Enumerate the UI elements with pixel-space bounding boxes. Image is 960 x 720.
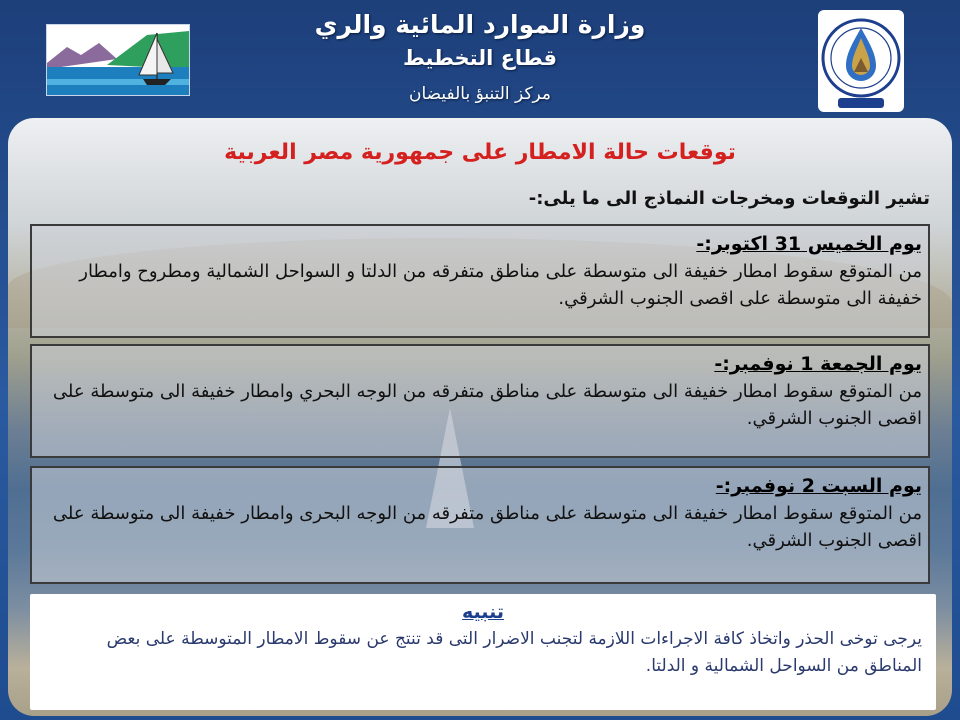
sector-title: قطاع التخطيط [402,46,558,70]
day-heading: يوم السبت 2 نوفمبر:- [715,475,922,497]
warning-title: تنبيه [462,601,504,623]
report-intro: تشير التوقعات ومخرجات النماذج الى ما يلى:- [528,188,930,209]
center-title: مركز التنبؤ بالفيضان [408,84,552,104]
day-heading: يوم الجمعة 1 نوفمبر:- [714,353,922,375]
warning-note [30,594,936,710]
warning-text: يرجى توخى الحذر واتخاذ كافة الاجراءات اللازمة لتجنب الاضرار التى قد تنتج عن سقوط الامطار المتوسطة على بعض المناطق من السواحل الشمالية و الدلتا. [106,629,922,676]
ministry-emblem-icon [818,10,904,112]
day-text: من المتوقع سقوط امطار خفيفة الى متوسطة على مناطق متفرقه من الوجه البحري وامطار خفيفة الى متوسطة على اقصى الجنوب الشرقي. [52,381,922,429]
day-forecast-box [30,466,930,584]
day-text: من المتوقع سقوط امطار خفيفة الى متوسطة على مناطق متفرقه من الوجه البحرى وامطار خفيفة الى متوسطة على اقصى الجنوب الشرقي. [52,503,922,551]
header [0,0,960,118]
report-title: توقعات حالة الامطار على جمهورية مصر العربية [224,140,736,165]
day-text: من المتوقع سقوط امطار خفيفة الى متوسطة على مناطق متفرقه من الدلتا و السواحل الشمالية ومطروح وامطار خفيفة الى متوسطة على اقصى الجنوب الشرقي. [79,261,922,309]
day-forecast-box [30,344,930,458]
day-heading: يوم الخميس 31 اكتوبر:- [696,233,922,255]
ministry-title: وزارة الموارد المائية والري [314,10,646,39]
day-forecast-box [30,224,930,338]
forecast-panel [8,118,952,716]
